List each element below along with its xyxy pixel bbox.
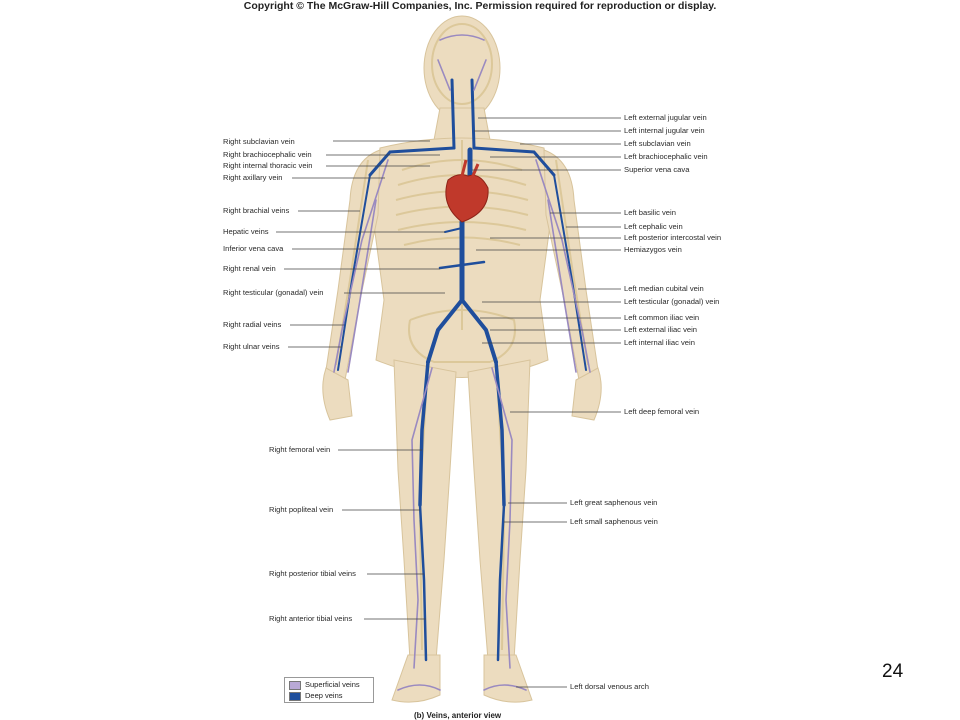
label-hemiazygos-vein: Hemiazygos vein: [624, 245, 682, 254]
label-right-anterior-tibial-veins: Right anterior tibial veins: [269, 614, 353, 623]
superficial-swatch: [289, 681, 301, 690]
label-left-brachiocephalic-vein: Left brachiocephalic vein: [624, 152, 708, 161]
label-left-posterior-intercostal-vein: Left posterior intercostal vein: [624, 233, 722, 242]
label-left-common-iliac-vein: Left common iliac vein: [624, 313, 700, 322]
legend: [284, 677, 374, 703]
label-right-subclavian-vein: Right subclavian vein: [223, 137, 295, 146]
label-right-testicular-vein: Right testicular (gonadal) vein: [223, 288, 324, 297]
label-left-great-saphenous-vein: Left great saphenous vein: [570, 498, 658, 507]
body-silhouette: [323, 16, 601, 702]
label-right-posterior-tibial-veins: Right posterior tibial veins: [269, 569, 356, 578]
left-foot: [484, 655, 532, 702]
right-hand: [323, 368, 352, 420]
label-right-internal-thoracic-vein: Right internal thoracic vein: [223, 161, 313, 170]
label-right-ulnar-veins: Right ulnar veins: [223, 342, 280, 351]
label-right-renal-vein: Right renal vein: [223, 264, 276, 273]
label-left-basilic-vein: Left basilic vein: [624, 208, 676, 217]
right-foot: [392, 655, 440, 702]
legend-superficial: [289, 680, 360, 689]
figure-caption: (b) Veins, anterior view: [414, 711, 502, 720]
label-left-cephalic-vein: Left cephalic vein: [624, 222, 683, 231]
label-left-external-iliac-vein: Left external iliac vein: [624, 325, 698, 334]
label-superior-vena-cava: Superior vena cava: [624, 165, 690, 174]
label-left-dorsal-venous-arch: Left dorsal venous arch: [570, 682, 649, 691]
label-left-subclavian-vein: Left subclavian vein: [624, 139, 691, 148]
label-left-median-cubital-vein: Left median cubital vein: [624, 284, 704, 293]
label-left-deep-femoral-vein: Left deep femoral vein: [624, 407, 700, 416]
legend-deep-label: Deep veins: [305, 691, 343, 700]
label-right-axillary-vein: Right axillary vein: [223, 173, 283, 182]
label-right-popliteal-vein: Right popliteal vein: [269, 505, 334, 514]
legend-superficial-label: Superficial veins: [305, 680, 360, 689]
label-left-internal-jugular-vein: Left internal jugular vein: [624, 126, 705, 135]
label-left-internal-iliac-vein: Left internal iliac vein: [624, 338, 695, 347]
legend-deep: [289, 691, 343, 700]
label-left-external-jugular-vein: Left external jugular vein: [624, 113, 707, 122]
neck: [434, 108, 490, 140]
page-number: 24: [882, 661, 904, 682]
label-right-brachial-veins: Right brachial veins: [223, 206, 290, 215]
label-left-testicular-vein: Left testicular (gonadal) vein: [624, 297, 720, 306]
label-right-femoral-vein: Right femoral vein: [269, 445, 331, 454]
label-right-radial-veins: Right radial veins: [223, 320, 282, 329]
label-right-brachiocephalic-vein: Right brachiocephalic vein: [223, 150, 312, 159]
deep-swatch: [289, 692, 301, 701]
label-left-small-saphenous-vein: Left small saphenous vein: [570, 517, 658, 526]
label-hepatic-veins: Hepatic veins: [223, 227, 269, 236]
label-inferior-vena-cava: Inferior vena cava: [223, 244, 284, 253]
copyright-notice: Copyright © The McGraw-Hill Companies, Inc. Permission required for reproduction or display.: [243, 0, 717, 12]
